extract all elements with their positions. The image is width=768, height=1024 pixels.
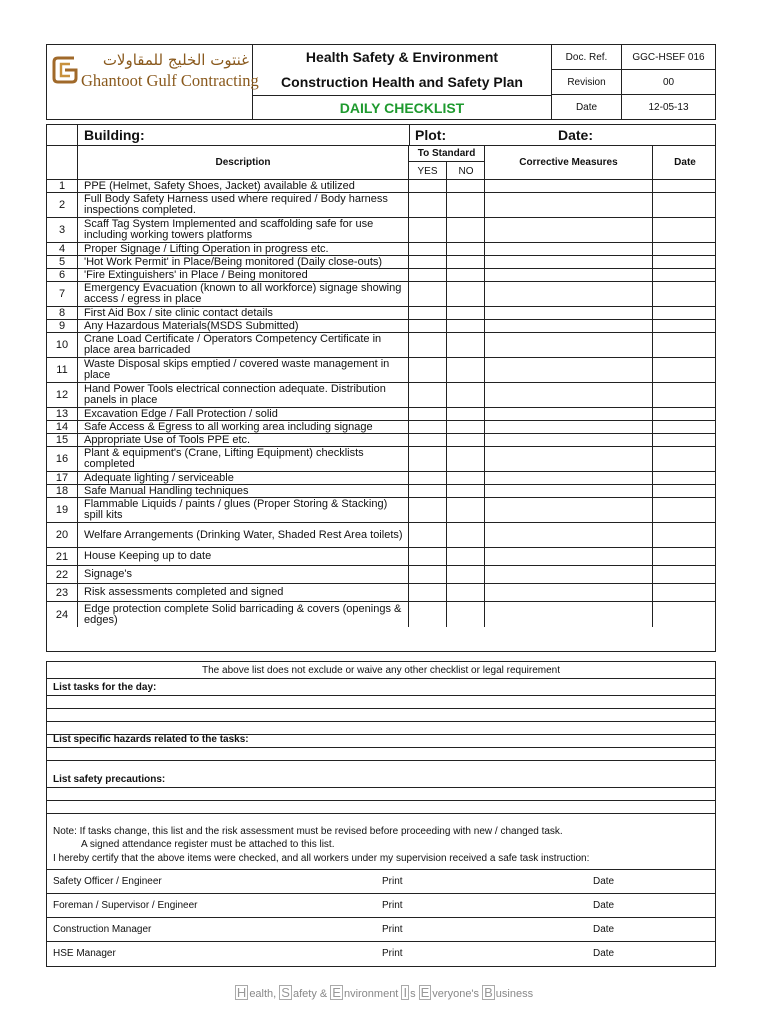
to-standard-label: To Standard [409,146,484,162]
item-description: House Keeping up to date [78,548,409,565]
date-cell[interactable] [653,218,717,242]
slogan-initial: B [484,985,493,1000]
date-label: Date [552,95,622,119]
item-number: 2 [47,193,78,217]
no-cell[interactable] [447,358,485,382]
item-description: Waste Disposal skips emptied / covered waste management in place [78,358,409,382]
item-description: Excavation Edge / Fall Protection / solid [78,408,409,420]
date-cell[interactable] [653,383,717,407]
hazards-label: List specific hazards related to the tasks: [53,734,249,745]
item-number: 21 [47,548,78,565]
table-row [47,447,715,472]
plot-label: Plot: [415,127,447,143]
table-row [47,383,715,408]
date-cell[interactable] [653,472,717,484]
item-number: 6 [47,269,78,281]
corrective-measures-cell[interactable] [485,193,653,217]
item-description: Any Hazardous Materials(MSDS Submitted) [78,320,409,332]
slogan-word: veryone's [432,988,480,1000]
date-cell[interactable] [653,256,717,268]
signature-role: Safety Officer / Engineer [53,876,162,887]
no-cell[interactable] [447,523,485,547]
item-number: 18 [47,485,78,497]
slogan-word: afety & [292,988,328,1000]
no-cell[interactable] [447,383,485,407]
building-label: Building: [84,127,145,143]
notes-section [46,661,716,967]
item-number: 9 [47,320,78,332]
checklist-rows [47,180,715,627]
table-row [47,282,715,307]
corrective-measures-cell[interactable] [485,602,653,627]
no-cell[interactable] [447,408,485,420]
date-cell[interactable] [653,421,717,433]
signature-date-label: Date [593,876,615,887]
yes-cell[interactable] [409,472,447,484]
yes-cell[interactable] [409,320,447,332]
corrective-measures-cell[interactable] [485,180,653,192]
date-cell[interactable] [653,447,717,471]
note-revise: Note: If tasks change, this list and the risk assessment must be revised before proceeding with new / changed task. [53,826,563,837]
item-description: Crane Load Certificate / Operators Competency Certificate in place area barricaded [78,333,409,357]
table-row [47,333,715,358]
item-description: Plant & equipment's (Crane, Lifting Equipment) checklists completed [78,447,409,471]
yes-cell[interactable] [409,256,447,268]
hazard-line[interactable] [47,760,715,761]
no-cell[interactable] [447,602,485,627]
date-cell[interactable] [653,434,717,446]
date-cell[interactable] [653,282,717,306]
task-line[interactable] [47,721,715,722]
item-description: PPE (Helmet, Safety Shoes, Jacket) available & utilized [78,180,409,192]
item-description: Appropriate Use of Tools PPE etc. [78,434,409,446]
yes-cell[interactable] [409,602,447,627]
item-number: 11 [47,358,78,382]
item-description: Emergency Evacuation (known to all workforce) signage showing access / egress in place [78,282,409,306]
precautions-label: List safety precautions: [53,774,166,785]
item-description: 'Fire Extinguishers' in Place / Being monitored [78,269,409,281]
item-number: 14 [47,421,78,433]
yes-cell[interactable] [409,269,447,281]
table-row [47,523,715,548]
no-cell[interactable] [447,472,485,484]
table-row [47,548,715,566]
item-number: 7 [47,282,78,306]
table-row [47,307,715,320]
note-attendance: A signed attendance register must be attached to this list. [81,839,335,850]
slogan-initial: H [236,985,247,1000]
item-number: 4 [47,243,78,255]
footer-slogan [0,985,768,1000]
yes-cell[interactable] [409,447,447,471]
date-cell[interactable] [653,269,717,281]
signature-print-label: Print [382,900,403,911]
precaution-line[interactable] [47,800,715,801]
revision-label: Revision [552,70,622,94]
slogan-initial: I [403,985,408,1000]
corrective-measures-cell[interactable] [485,523,653,547]
item-description: Full Body Safety Harness used where required / Body harness inspections completed. [78,193,409,217]
signature-print-label: Print [382,924,403,935]
date-cell[interactable] [653,602,717,627]
item-description: Flammable Liquids / paints / glues (Proper Storing & Stacking) spill kits [78,498,409,522]
date-cell[interactable] [653,243,717,255]
document-meta [551,45,715,119]
company-logo [47,45,259,119]
date-cell[interactable] [653,523,717,547]
date-cell[interactable] [653,485,717,497]
no-cell[interactable] [447,218,485,242]
yes-cell[interactable] [409,243,447,255]
no-cell[interactable] [447,333,485,357]
item-description: Adequate lighting / serviceable [78,472,409,484]
checklist-header-row [47,146,715,180]
doc-ref-value: GGC-HSEF 016 [632,51,705,63]
item-description: Welfare Arrangements (Drinking Water, Shaded Rest Area toilets) [78,523,409,547]
table-row [47,434,715,447]
yes-cell[interactable] [409,434,447,446]
item-description: Signage's [78,566,409,583]
revision-value: 00 [662,76,675,88]
table-row [47,602,715,627]
corrective-measures-cell[interactable] [485,408,653,420]
signature-row[interactable] [47,893,715,917]
no-cell[interactable] [447,566,485,583]
col-description: Description [78,146,409,179]
precaution-line[interactable] [47,787,715,788]
item-number: 10 [47,333,78,357]
table-row [47,408,715,421]
corrective-measures-cell[interactable] [485,333,653,357]
item-description: Risk assessments completed and signed [78,584,409,601]
corrective-measures-cell[interactable] [485,485,653,497]
no-cell[interactable] [447,282,485,306]
no-cell[interactable] [447,269,485,281]
signature-date-label: Date [593,900,615,911]
signature-row[interactable] [47,869,715,893]
item-number: 5 [47,256,78,268]
item-number: 23 [47,584,78,601]
corrective-measures-cell[interactable] [485,218,653,242]
signature-role: Foreman / Supervisor / Engineer [53,900,198,911]
date-cell[interactable] [653,584,717,601]
col-yes: YES [409,162,447,180]
signature-date-label: Date [593,948,615,959]
precaution-line[interactable] [47,813,715,814]
item-number: 22 [47,566,78,583]
no-cell[interactable] [447,421,485,433]
corrective-measures-cell[interactable] [485,434,653,446]
table-row [47,193,715,218]
corrective-measures-cell[interactable] [485,320,653,332]
item-description: 'Hot Work Permit' in Place/Being monitored (Daily close-outs) [78,256,409,268]
header-title-checklist: DAILY CHECKLIST [253,95,551,121]
item-number: 1 [47,180,78,192]
table-row [47,218,715,243]
date-cell[interactable] [653,307,717,319]
item-description: Hand Power Tools electrical connection adequate. Distribution panels in place [78,383,409,407]
table-row [47,269,715,282]
table-row [47,358,715,383]
signature-role: Construction Manager [53,924,152,935]
yes-cell[interactable] [409,180,447,192]
corrective-measures-cell[interactable] [485,498,653,522]
col-corrective-measures: Corrective Measures [485,146,653,179]
corrective-measures-cell[interactable] [485,421,653,433]
date-cell[interactable] [653,408,717,420]
task-line[interactable] [47,708,715,709]
no-cell[interactable] [447,584,485,601]
yes-cell[interactable] [409,193,447,217]
yes-cell[interactable] [409,307,447,319]
item-description: Proper Signage / Lifting Operation in progress etc. [78,243,409,255]
corrective-measures-cell[interactable] [485,282,653,306]
slogan-word: usiness [495,988,534,1000]
no-cell[interactable] [447,256,485,268]
corrective-measures-cell[interactable] [485,566,653,583]
item-number: 17 [47,472,78,484]
no-cell[interactable] [447,193,485,217]
item-description: Safe Manual Handling techniques [78,485,409,497]
corrective-measures-cell[interactable] [485,358,653,382]
no-cell[interactable] [447,548,485,565]
slogan-initial: E [332,985,341,1000]
table-row [47,566,715,584]
table-row [47,243,715,256]
corrective-measures-cell[interactable] [485,307,653,319]
item-number: 8 [47,307,78,319]
date-cell[interactable] [653,548,717,565]
no-cell[interactable] [447,434,485,446]
hazard-line[interactable] [47,747,715,748]
item-number: 3 [47,218,78,242]
corrective-measures-cell[interactable] [485,472,653,484]
date-cell[interactable] [653,498,717,522]
signature-date-label: Date [593,924,615,935]
table-row [47,180,715,193]
yes-cell[interactable] [409,358,447,382]
doc-ref-label: Doc. Ref. [552,45,622,69]
date-value: 12-05-13 [648,101,689,113]
table-row [47,472,715,485]
date-cell[interactable] [653,566,717,583]
col-no: NO [458,165,474,177]
item-number: 19 [47,498,78,522]
item-number: 12 [47,383,78,407]
item-number: 16 [47,447,78,471]
item-number: 13 [47,408,78,420]
corrective-measures-cell[interactable] [485,256,653,268]
logo-mark-icon [52,54,78,86]
yes-cell[interactable] [409,485,447,497]
checklist-info-row [47,125,715,146]
yes-cell[interactable] [409,421,447,433]
corrective-measures-cell[interactable] [485,243,653,255]
no-cell[interactable] [447,243,485,255]
yes-cell[interactable] [409,584,447,601]
header-title-plan: Construction Health and Safety Plan [281,74,523,90]
yes-cell[interactable] [409,523,447,547]
signature-print-label: Print [382,876,403,887]
logo-arabic-text: غنتوت الخليج للمقاولات [102,51,249,69]
corrective-measures-cell[interactable] [485,548,653,565]
header-title-hse: Health Safety & Environment [305,49,499,65]
yes-cell[interactable] [409,218,447,242]
table-row [47,421,715,434]
yes-cell[interactable] [409,333,447,357]
corrective-measures-cell[interactable] [485,584,653,601]
signature-row[interactable] [47,917,715,941]
date-cell[interactable] [653,320,717,332]
table-row [47,584,715,602]
disclaimer-text: The above list does not exclude or waive any other checklist or legal requirement [202,665,560,676]
slogan-initial: E [420,985,430,1000]
tasks-label: List tasks for the day: [53,682,157,693]
item-number: 24 [47,602,78,627]
checklist-date-label: Date: [558,127,594,143]
table-row [47,256,715,269]
corrective-measures-cell[interactable] [485,383,653,407]
item-description: Edge protection complete Solid barricading & covers (openings & edges) [78,602,409,627]
table-row [47,320,715,333]
signature-role: HSE Manager [53,948,116,959]
date-cell[interactable] [653,358,717,382]
yes-cell[interactable] [409,566,447,583]
date-cell[interactable] [653,180,717,192]
table-row [47,498,715,523]
date-cell[interactable] [653,193,717,217]
col-date: Date [674,157,696,168]
col-to-standard [409,146,485,179]
logo-english-text: Ghantoot Gulf Contracting [81,71,259,90]
yes-cell[interactable] [409,498,447,522]
signature-row[interactable] [47,941,715,965]
item-description: First Aid Box / site clinic contact details [78,307,409,319]
corrective-measures-cell[interactable] [485,269,653,281]
yes-cell[interactable] [409,548,447,565]
no-cell[interactable] [447,447,485,471]
slogan-word: ealth, [249,988,277,1000]
item-number: 20 [47,523,78,547]
no-cell[interactable] [447,180,485,192]
slogan-word: s [410,988,416,1000]
checklist-table [46,124,716,652]
no-cell[interactable] [447,485,485,497]
date-cell[interactable] [653,333,717,357]
no-cell[interactable] [447,498,485,522]
no-cell[interactable] [447,307,485,319]
document-header [46,44,716,120]
table-row [47,485,715,498]
item-number: 15 [47,434,78,446]
yes-cell[interactable] [409,408,447,420]
item-description: Safe Access & Egress to all working area including signage [78,421,409,433]
slogan-initial: S [281,985,290,1000]
yes-cell[interactable] [409,383,447,407]
yes-cell[interactable] [409,282,447,306]
signature-print-label: Print [382,948,403,959]
no-cell[interactable] [447,320,485,332]
slogan-word: nvironment [343,988,399,1000]
note-certify: I hereby certify that the above items were checked, and all workers under my supervision received a safe task instruction: [53,853,590,864]
corrective-measures-cell[interactable] [485,447,653,471]
item-description: Scaff Tag System Implemented and scaffolding safe for use including working towers platforms [78,218,409,242]
